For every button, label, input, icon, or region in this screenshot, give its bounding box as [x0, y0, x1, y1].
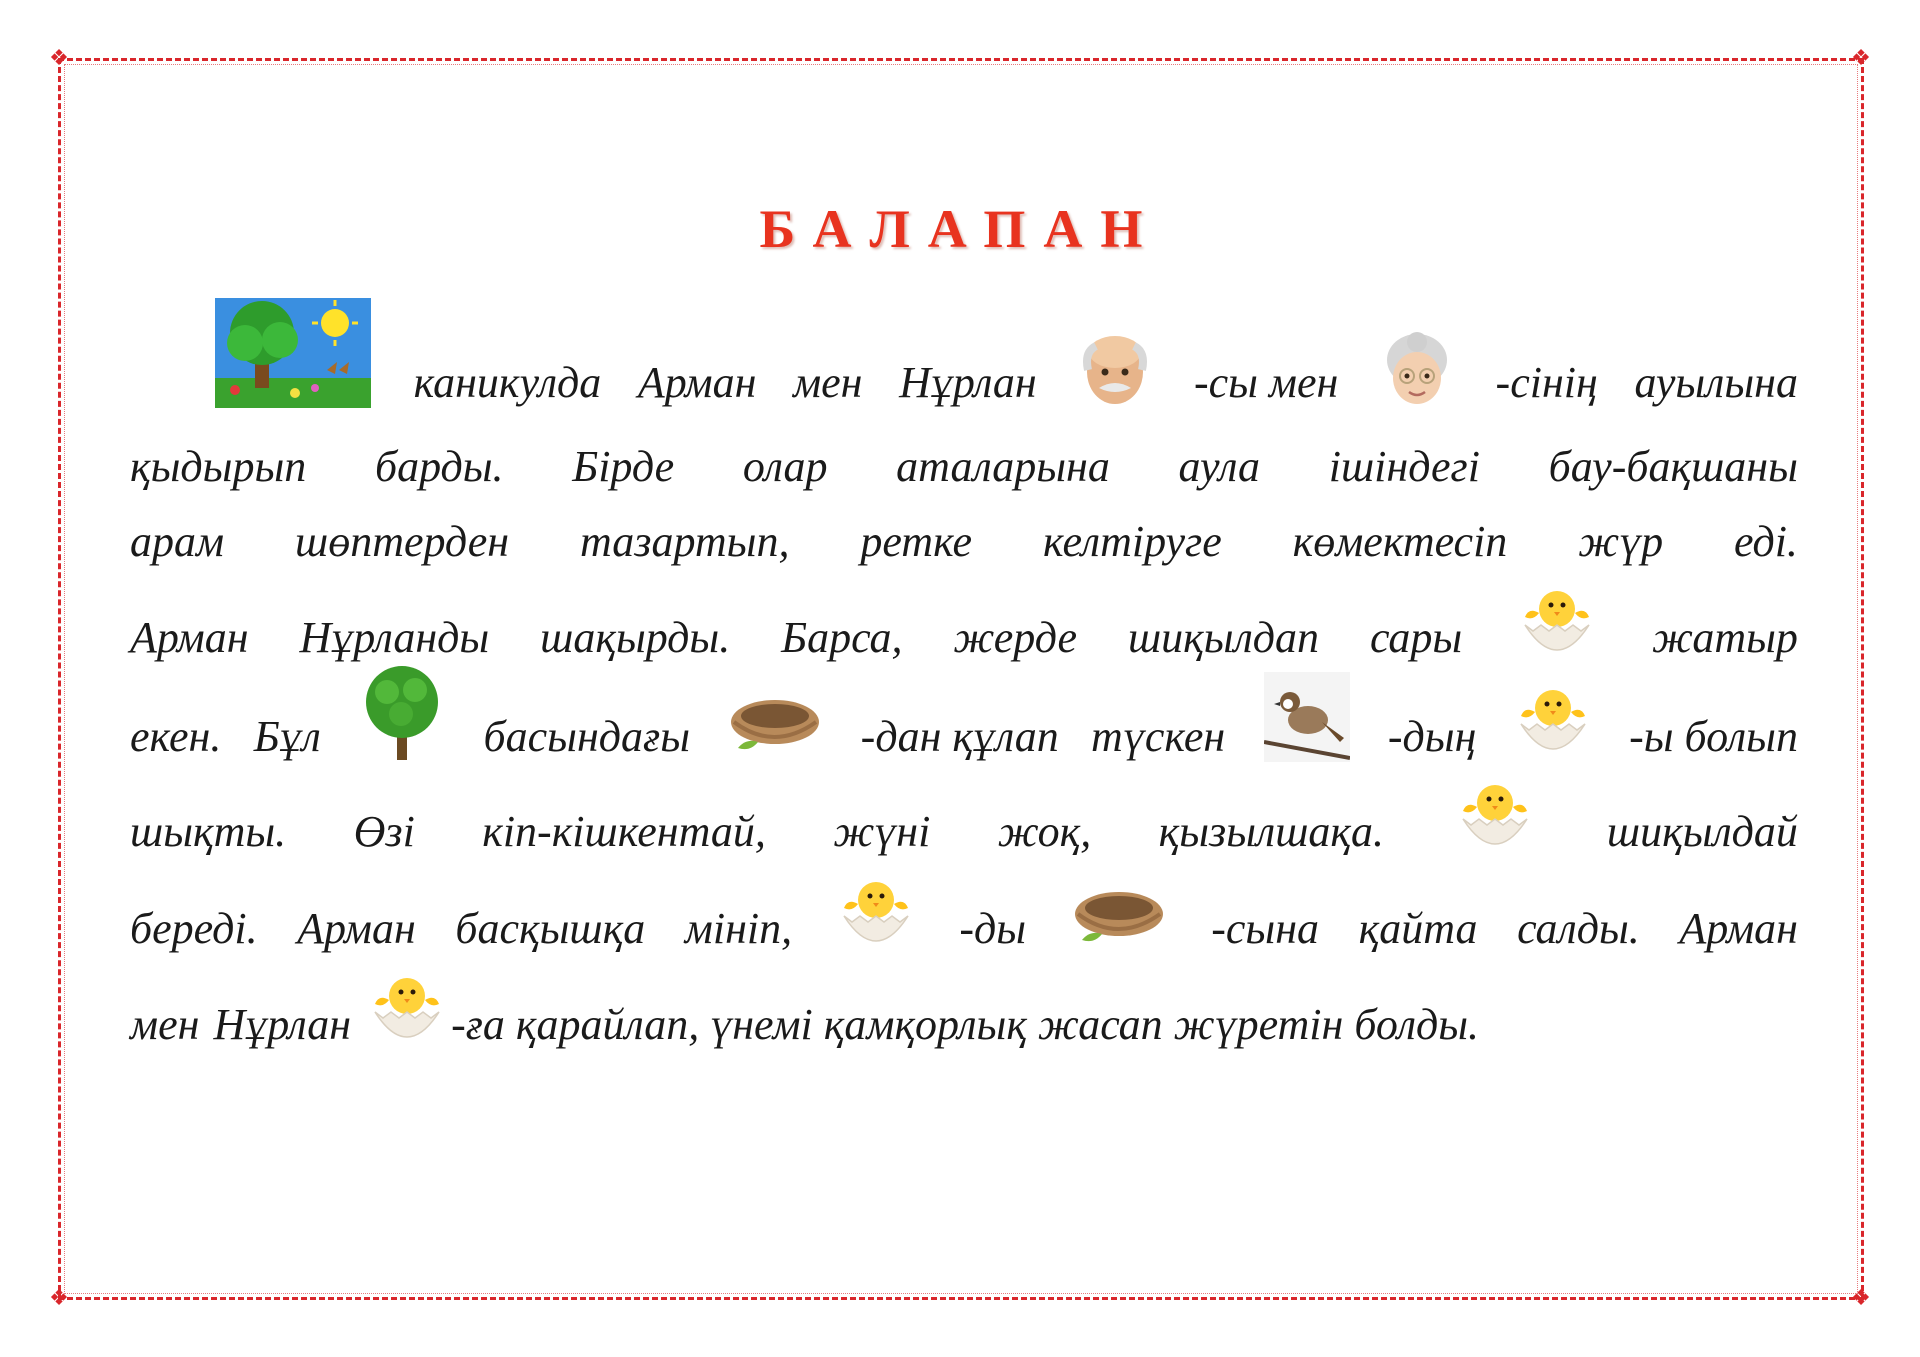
- nest-icon: [1072, 884, 1166, 954]
- word: Арман: [297, 904, 416, 953]
- word: аталарына: [896, 442, 1110, 491]
- story-line: [130, 797, 1798, 857]
- word: мен: [130, 1000, 200, 1049]
- word: Бұл: [253, 712, 321, 761]
- word: шықты.: [130, 807, 287, 856]
- word: шиқылдай: [1606, 807, 1798, 856]
- word: екен.: [130, 712, 222, 761]
- word: Нұрлан: [899, 358, 1037, 407]
- word: жатыр: [1651, 613, 1798, 662]
- word: қайта: [1358, 904, 1478, 953]
- word: жүр: [1578, 517, 1664, 566]
- word: басқышқа: [455, 904, 646, 953]
- story-line: [215, 348, 1798, 408]
- word: шөптерден: [294, 517, 510, 566]
- word: қызылшақа.: [1158, 807, 1384, 856]
- summer-icon: [215, 298, 371, 408]
- word: басындағы: [483, 712, 691, 761]
- word: Бірде: [572, 442, 675, 491]
- story-line: [130, 894, 1798, 954]
- word: -сы мен: [1193, 358, 1339, 407]
- word: Арман: [637, 358, 757, 407]
- word: келтіруге: [1042, 517, 1222, 566]
- corner-ornament-icon: ❖: [49, 1286, 69, 1311]
- word: -дың: [1387, 712, 1477, 761]
- story-line: [130, 990, 1798, 1050]
- grandfather-icon: [1079, 330, 1151, 408]
- chick-icon: [369, 970, 445, 1050]
- word: Нұрлан: [213, 1000, 352, 1049]
- corner-ornament-icon: ❖: [1851, 1286, 1871, 1311]
- corner-ornament-icon: ❖: [49, 46, 69, 71]
- story-line: [130, 432, 1798, 492]
- tree-icon: [359, 662, 445, 762]
- corner-ornament-icon: ❖: [1851, 46, 1871, 71]
- word: -сына: [1211, 904, 1320, 953]
- word: -ы болып: [1629, 712, 1798, 761]
- word: Арман: [130, 613, 249, 662]
- word: еді.: [1734, 517, 1798, 566]
- chick-icon: [1519, 583, 1595, 663]
- nest-icon: [728, 692, 822, 762]
- chick-icon: [838, 874, 914, 954]
- word: мініп,: [684, 904, 793, 953]
- word: ішіндегі: [1328, 442, 1480, 491]
- story-line: [130, 603, 1798, 663]
- word: түскен: [1091, 712, 1226, 761]
- word: жүні: [833, 807, 931, 856]
- word: арам: [130, 517, 225, 566]
- word: ретке: [860, 517, 973, 566]
- word: шақырды.: [540, 613, 731, 662]
- word: -сінің: [1495, 358, 1598, 407]
- story-line: [130, 702, 1798, 762]
- word: қыдырып: [130, 442, 307, 491]
- word: кіп-кішкентай,: [482, 807, 766, 856]
- grandmother-icon: [1381, 330, 1453, 408]
- word: сары: [1369, 613, 1463, 662]
- word: Арман: [1679, 904, 1798, 953]
- word: бау-бақшаны: [1548, 442, 1798, 491]
- word: береді.: [130, 904, 258, 953]
- word: Барса,: [781, 613, 903, 662]
- word: Нұрланды: [299, 613, 490, 662]
- word: көмектесіп: [1292, 517, 1508, 566]
- chick-icon: [1515, 682, 1591, 762]
- story-line: [130, 507, 1798, 567]
- word: мен: [793, 358, 863, 407]
- word: -ға қарайлап, үнемі қамқорлық жасап жүретін болды.: [451, 1000, 1480, 1049]
- word: ауылына: [1634, 358, 1798, 407]
- word: салды.: [1517, 904, 1640, 953]
- story-title: БАЛАПАН: [759, 199, 1161, 259]
- word: жоқ,: [997, 807, 1092, 856]
- word: тазартып,: [579, 517, 790, 566]
- word: барды.: [374, 442, 504, 491]
- word: жерде: [953, 613, 1078, 662]
- word: Өзі: [353, 807, 415, 856]
- word: каникулда: [413, 358, 602, 407]
- word: олар: [742, 442, 828, 491]
- chick-icon: [1457, 777, 1533, 857]
- word: -дан құлап: [860, 712, 1059, 761]
- word: аула: [1178, 442, 1261, 491]
- sparrow-icon: [1264, 672, 1350, 762]
- word: -ды: [959, 904, 1027, 953]
- word: шиқылдап: [1127, 613, 1320, 662]
